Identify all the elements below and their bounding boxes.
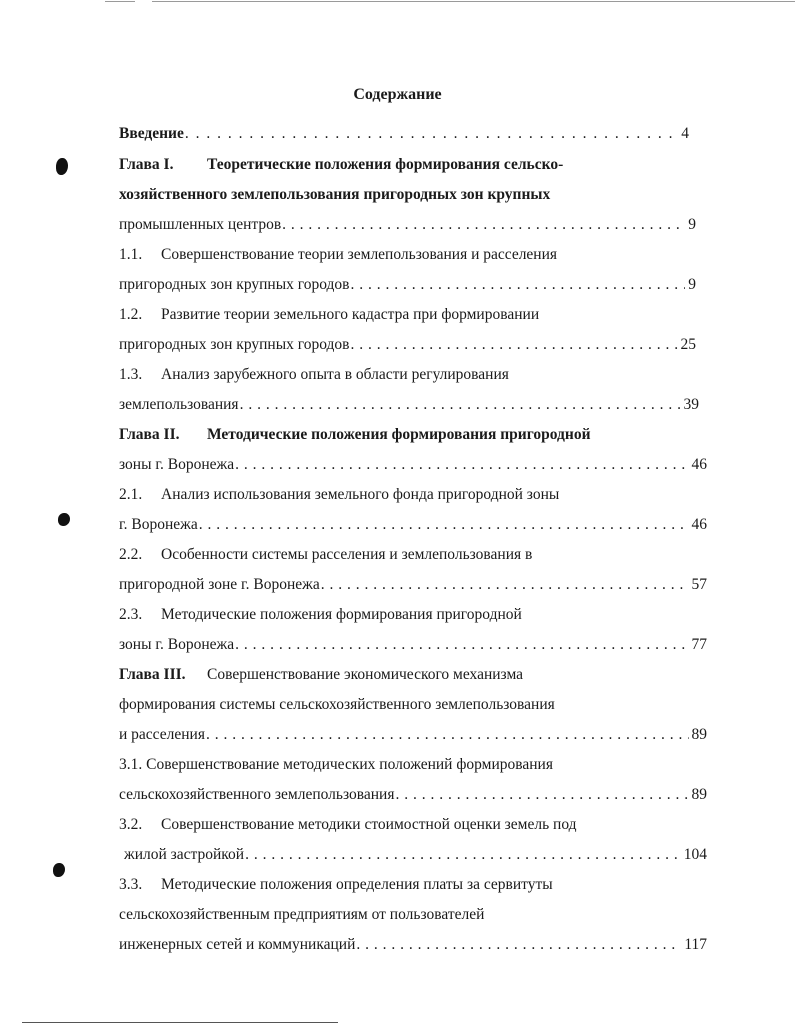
toc-entry-chapter-2 [119,455,707,475]
toc-entry-label: и расселения [119,726,205,743]
toc-chapter-1-heading [119,155,563,175]
toc-page-number: 46 [691,516,707,533]
section-number: 3.1. [119,756,143,773]
dot-leader [235,455,688,475]
toc-page-number: 89 [691,726,707,743]
toc-page-number: 9 [688,216,696,233]
toc-entry-label: жилой застройкой [124,846,245,863]
section-number: 2.3. [119,606,143,623]
toc-page-number: 57 [691,576,707,593]
chapter-title: Теоретические положения формирования сельско- [207,156,564,173]
toc-entry-2-2 [119,575,707,595]
toc-section-1-3-heading [119,365,509,385]
toc-entry-1-2 [119,335,696,355]
toc-entry-1-3 [119,395,699,415]
section-number: 1.3. [119,366,143,383]
scan-speck [56,158,68,175]
toc-section-1-1-heading [119,245,557,265]
toc-chapter-2-heading [119,425,591,445]
chapter-title: Методические положения формирования пригородной [207,426,591,443]
toc-entry-intro [119,124,689,144]
section-title-continued: сельскохозяйственным предприятиям от пользователей [119,906,485,923]
scan-edge-bottom [22,1022,338,1023]
section-title: Методические положения определения платы за сервитуты [161,876,553,893]
toc-section-2-2-heading [119,545,532,565]
toc-entry-label: г. Воронежа [119,516,198,533]
toc-entry-label: Введение [119,125,184,142]
toc-entry-label: землепользования [119,396,239,413]
section-title: Развитие теории земельного кадастра при формировании [161,306,540,323]
section-title: Совершенствование методики стоимостной оценки земель под [161,816,577,833]
chapter-label: Глава III. [119,666,186,683]
toc-page-number: 39 [683,396,699,413]
toc-section-3-3-heading [119,875,553,895]
section-number: 1.2. [119,306,143,323]
chapter-title: Совершенствование экономического механизма [207,666,524,683]
toc-entry-chapter-3 [119,725,707,745]
toc-entry-label: промышленных центров [119,216,282,233]
dot-leader [350,335,677,355]
section-title: Совершенствование методических положений формирования [146,756,553,773]
section-title: Анализ использования земельного фонда пригородной зоны [161,486,560,503]
dot-leader [321,575,689,595]
toc-entry-3-2 [124,845,707,865]
toc-entry-label: пригородных зон крупных городов [119,276,350,293]
section-number: 2.2. [119,546,143,563]
toc-entry-label: зоны г. Воронежа [119,636,235,653]
toc-chapter-3-heading [119,665,523,685]
scan-edge-top [152,1,795,2]
section-title: Анализ зарубежного опыта в области регулирования [161,366,509,383]
section-number: 2.1. [119,486,143,503]
toc-entry-label: инженерных сетей и коммуникаций [119,936,356,953]
toc-page-number: 77 [691,636,707,653]
chapter-title-continued: хозяйственного землепользования пригородных зон крупных [119,186,551,203]
section-title: Особенности системы расселения и землепользования в [161,546,533,563]
toc-entry-label: пригородных зон крупных городов [119,336,350,353]
toc-section-3-2-heading [119,815,577,835]
dot-leader [356,935,681,955]
scan-speck [58,513,70,526]
toc-page-number: 89 [691,786,707,803]
toc-entry-3-1 [119,785,707,805]
dot-leader [185,124,678,144]
toc-page-number: 104 [683,846,707,863]
scan-edge-top-left [105,1,135,2]
toc-entry-label: пригородной зоне г. Воронежа [119,576,320,593]
toc-page-number: 4 [681,125,689,142]
toc-page-number: 46 [691,456,707,473]
dot-leader [395,785,688,805]
chapter-label: Глава I. [119,156,174,173]
toc-entry-chapter-1 [119,215,696,235]
toc-section-2-3-heading [119,605,522,625]
dot-leader [235,635,688,655]
chapter-label: Глава II. [119,426,180,443]
toc-entry-3-3 [119,935,707,955]
toc-section-1-2-heading [119,305,539,325]
toc-entry-label: сельскохозяйственного землепользования [119,786,395,803]
section-title: Методические положения формирования пригородной [161,606,522,623]
section-number: 1.1. [119,246,143,263]
dot-leader [199,515,689,535]
dot-leader [282,215,685,235]
scan-speck [53,863,65,877]
toc-entry-label: зоны г. Воронежа [119,456,235,473]
section-title: Совершенствование теории землепользования и расселения [161,246,558,263]
toc-section-2-1-heading [119,485,559,505]
dot-leader [350,275,685,295]
toc-page-number: 25 [680,336,696,353]
toc-entry-2-3 [119,635,707,655]
dot-leader [206,725,689,745]
toc-page-number: 9 [688,276,696,293]
dot-leader [245,845,681,865]
toc-page-number: 117 [684,936,707,953]
section-number: 3.2. [119,816,143,833]
section-number: 3.3. [119,876,143,893]
toc-entry-2-1 [119,515,707,535]
dot-leader [240,395,681,415]
chapter-title-continued: формирования системы сельскохозяйственного землепользования [119,696,555,713]
page-title: Содержание [353,86,442,103]
toc-section-3-1-heading [119,755,553,775]
toc-entry-1-1 [119,275,696,295]
